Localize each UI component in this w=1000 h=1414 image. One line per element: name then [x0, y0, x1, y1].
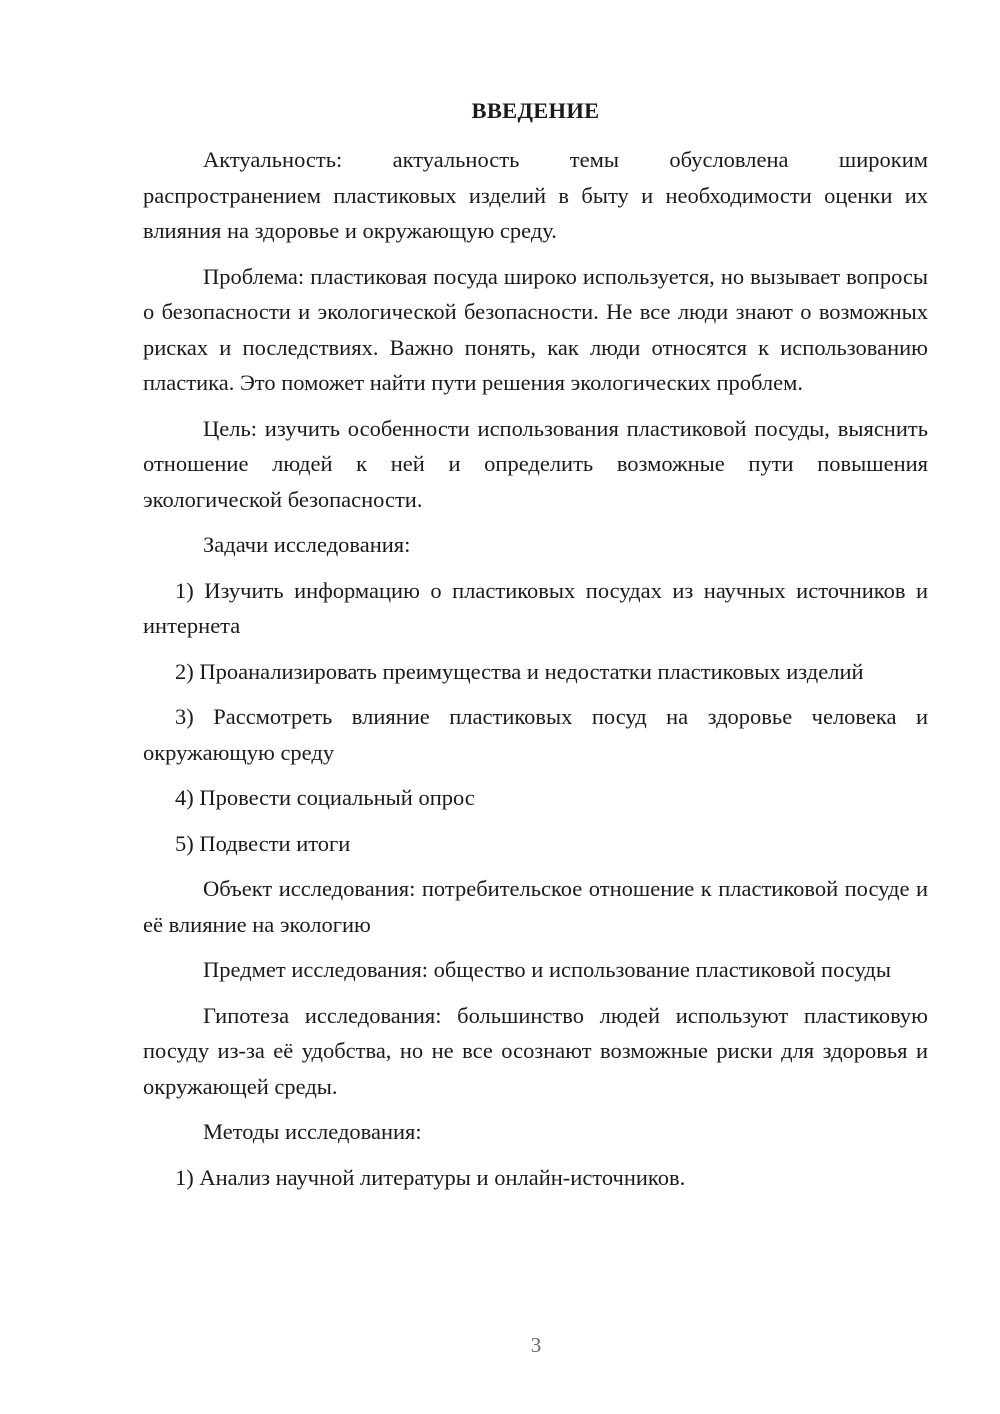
paragraph-hypothesis: Гипотеза исследования: большинство людей используют пластиковую посуду из-за её удобства, но не все осознают возможные риски для здоровья и окружающей среды.: [143, 1002, 928, 1099]
page-heading: ВВЕДЕНИЕ: [471, 98, 600, 123]
page-content: [143, 93, 928, 1205]
paragraph-relevance: Актуальность: актуальность темы обусловлена широким распространением пластиковых изделий в быту и необходимости оценки их влияния на здоровье и окружающую среду.: [143, 147, 928, 243]
paragraph-tasks-title: Задачи исследования:: [203, 532, 411, 557]
paragraph-methods-title: Методы исследования:: [203, 1119, 422, 1144]
paragraph-object: Объект исследования: потребительское отношение к пластиковой посуде и её влияние на экологию: [143, 876, 928, 937]
task-item: 2) Проанализировать преимущества и недостатки пластиковых изделий: [175, 658, 864, 684]
task-item: 4) Провести социальный опрос: [175, 785, 475, 810]
paragraph-goal: Цель: изучить особенности использования пластиковой посуды, выяснить отношение людей к ней и определить возможные пути повышения экологической безопасности.: [143, 415, 928, 512]
task-item: 3) Рассмотреть влияние пластиковых посуд на здоровье человека и окружающую среду: [143, 704, 928, 765]
page-number: 3: [530, 1333, 542, 1357]
method-item: 1) Анализ научной литературы и онлайн-источников.: [175, 1164, 686, 1190]
paragraph-subject: Предмет исследования: общество и использование пластиковой посуды: [203, 957, 891, 982]
paragraph-problem: Проблема: пластиковая посуда широко используется, но вызывает вопросы о безопасности и экологической безопасности. Не все люди знают о возможных рисках и последствиях. Важно понять, как люди относятся к использованию пластика. Это поможет найти пути решения экологических проблем.: [143, 263, 928, 395]
task-item: 5) Подвести итоги: [175, 830, 351, 856]
task-item: 1) Изучить информацию о пластиковых посудах из научных источников и интернета: [143, 577, 928, 638]
